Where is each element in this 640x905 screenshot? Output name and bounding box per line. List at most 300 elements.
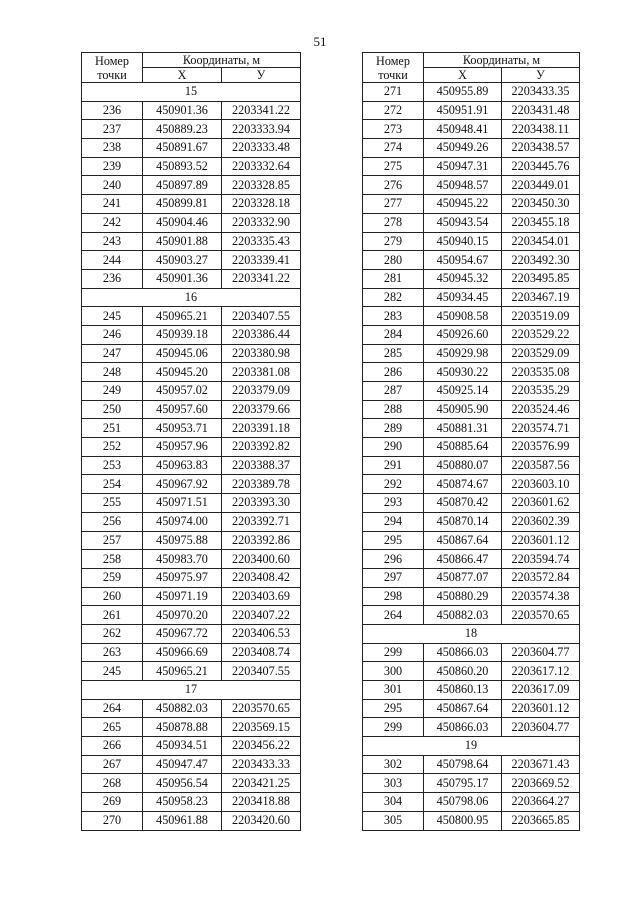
x-coordinate-cell: 450953.71 [143, 419, 222, 438]
point-number-cell: 266 [82, 737, 143, 756]
x-coordinate-cell: 450885.64 [424, 438, 502, 457]
table-row [363, 438, 580, 457]
x-coordinate-cell: 450930.22 [424, 363, 502, 382]
x-coordinate-cell: 450954.67 [424, 251, 502, 270]
y-coordinate-cell: 2203381.08 [222, 363, 301, 382]
y-coordinate-cell: 2203400.60 [222, 550, 301, 569]
x-coordinate-cell: 450925.14 [424, 382, 502, 401]
y-coordinate-cell: 2203380.98 [222, 344, 301, 363]
point-number-cell: 280 [363, 251, 424, 270]
table-row [82, 494, 301, 513]
point-number-cell: 283 [363, 307, 424, 326]
point-number-cell: 299 [363, 643, 424, 662]
table-row [363, 512, 580, 531]
group-row [82, 681, 301, 700]
x-coordinate-cell: 450874.67 [424, 475, 502, 494]
table-row [82, 718, 301, 737]
table-row [82, 213, 301, 232]
y-coordinate-cell: 2203407.22 [222, 606, 301, 625]
y-coordinate-cell: 2203388.37 [222, 456, 301, 475]
table-row [363, 494, 580, 513]
point-number-cell: 286 [363, 363, 424, 382]
x-coordinate-cell: 450870.14 [424, 512, 502, 531]
x-coordinate-cell: 450934.45 [424, 288, 502, 307]
table-row [82, 755, 301, 774]
point-number-cell: 301 [363, 681, 424, 700]
table-row [82, 550, 301, 569]
table-row [82, 419, 301, 438]
table-row [363, 232, 580, 251]
table-row [82, 699, 301, 718]
y-coordinate-cell: 2203407.55 [222, 307, 301, 326]
point-number-cell: 299 [363, 718, 424, 737]
point-number-cell: 268 [82, 774, 143, 793]
table-row [363, 288, 580, 307]
table-row [82, 662, 301, 681]
x-coordinate-cell: 450860.20 [424, 662, 502, 681]
x-coordinate-cell: 450881.31 [424, 419, 502, 438]
y-coordinate-cell: 2203467.19 [502, 288, 580, 307]
table-row [363, 213, 580, 232]
y-coordinate-cell: 2203408.42 [222, 568, 301, 587]
point-number-cell: 270 [82, 811, 143, 830]
table-row [363, 83, 580, 102]
y-coordinate-cell: 2203669.52 [502, 774, 580, 793]
group-number-cell: 17 [82, 681, 301, 700]
point-number-cell: 254 [82, 475, 143, 494]
point-number-cell: 245 [82, 662, 143, 681]
y-coordinate-cell: 2203535.29 [502, 382, 580, 401]
table-row [363, 606, 580, 625]
point-number-cell: 300 [363, 662, 424, 681]
table-row [82, 120, 301, 139]
x-coordinate-cell: 450926.60 [424, 325, 502, 344]
point-number-cell: 256 [82, 512, 143, 531]
point-number-cell: 240 [82, 176, 143, 195]
point-number-cell: 285 [363, 344, 424, 363]
table-row [363, 681, 580, 700]
x-coordinate-cell: 450947.31 [424, 157, 502, 176]
y-coordinate-cell: 2203403.69 [222, 587, 301, 606]
y-coordinate-cell: 2203604.77 [502, 643, 580, 662]
x-coordinate-cell: 450800.95 [424, 811, 502, 830]
group-row [82, 288, 301, 307]
point-number-header: Номер точки [363, 53, 424, 83]
y-coordinate-cell: 2203438.57 [502, 139, 580, 158]
x-coordinate-cell: 450945.20 [143, 363, 222, 382]
coordinates-table-left [81, 52, 301, 831]
group-row [363, 737, 580, 756]
table-row [363, 662, 580, 681]
y-coordinate-cell: 2203524.46 [502, 400, 580, 419]
y-coordinate-cell: 2203406.53 [222, 624, 301, 643]
table-row [82, 344, 301, 363]
x-coordinate-cell: 450955.89 [424, 83, 502, 102]
table-row [363, 400, 580, 419]
x-coordinate-cell: 450860.13 [424, 681, 502, 700]
y-header: У [502, 68, 580, 83]
x-coordinate-cell: 450934.51 [143, 737, 222, 756]
y-coordinate-cell: 2203391.18 [222, 419, 301, 438]
point-number-cell: 294 [363, 512, 424, 531]
point-number-cell: 272 [363, 101, 424, 120]
table-row [363, 643, 580, 662]
y-coordinate-cell: 2203601.12 [502, 531, 580, 550]
table-row [363, 325, 580, 344]
x-coordinate-cell: 450945.06 [143, 344, 222, 363]
y-coordinate-cell: 2203408.74 [222, 643, 301, 662]
y-coordinate-cell: 2203328.85 [222, 176, 301, 195]
table-row [363, 419, 580, 438]
x-coordinate-cell: 450971.51 [143, 494, 222, 513]
y-coordinate-cell: 2203535.08 [502, 363, 580, 382]
table-row [82, 400, 301, 419]
table-row [82, 232, 301, 251]
x-coordinate-cell: 450965.21 [143, 307, 222, 326]
point-number-cell: 262 [82, 624, 143, 643]
table-row [82, 456, 301, 475]
table-row [82, 793, 301, 812]
point-number-cell: 284 [363, 325, 424, 344]
table-row [363, 475, 580, 494]
point-number-cell: 303 [363, 774, 424, 793]
x-coordinate-cell: 450948.57 [424, 176, 502, 195]
table-row [363, 176, 580, 195]
table-row [82, 101, 301, 120]
point-number-cell: 258 [82, 550, 143, 569]
y-coordinate-cell: 2203418.88 [222, 793, 301, 812]
point-number-cell: 238 [82, 139, 143, 158]
y-coordinate-cell: 2203574.71 [502, 419, 580, 438]
point-number-cell: 267 [82, 755, 143, 774]
table-row [82, 269, 301, 288]
y-coordinate-cell: 2203433.33 [222, 755, 301, 774]
page-number: 51 [313, 34, 327, 49]
table-row [82, 382, 301, 401]
table-row [82, 512, 301, 531]
y-coordinate-cell: 2203454.01 [502, 232, 580, 251]
x-coordinate-cell: 450893.52 [143, 157, 222, 176]
table-row [82, 587, 301, 606]
point-number-cell: 261 [82, 606, 143, 625]
table-row [363, 755, 580, 774]
point-number-cell: 274 [363, 139, 424, 158]
x-coordinate-cell: 450899.81 [143, 195, 222, 214]
y-coordinate-cell: 2203574.38 [502, 587, 580, 606]
y-coordinate-cell: 2203594.74 [502, 550, 580, 569]
x-coordinate-cell: 450905.90 [424, 400, 502, 419]
x-coordinate-cell: 450945.32 [424, 269, 502, 288]
y-coordinate-cell: 2203389.78 [222, 475, 301, 494]
group-number-cell: 18 [363, 624, 580, 643]
y-coordinate-cell: 2203601.62 [502, 494, 580, 513]
y-coordinate-cell: 2203328.18 [222, 195, 301, 214]
y-coordinate-cell: 2203433.35 [502, 83, 580, 102]
table-row [363, 587, 580, 606]
table-row [82, 157, 301, 176]
x-coordinate-cell: 450866.47 [424, 550, 502, 569]
y-coordinate-cell: 2203332.90 [222, 213, 301, 232]
y-coordinate-cell: 2203392.82 [222, 438, 301, 457]
point-number-cell: 295 [363, 699, 424, 718]
y-coordinate-cell: 2203392.86 [222, 531, 301, 550]
y-coordinate-cell: 2203341.22 [222, 101, 301, 120]
x-coordinate-cell: 450975.97 [143, 568, 222, 587]
y-coordinate-cell: 2203332.64 [222, 157, 301, 176]
table-row [363, 793, 580, 812]
table-row [82, 438, 301, 457]
group-row [363, 624, 580, 643]
x-coordinate-cell: 450965.21 [143, 662, 222, 681]
table-row [363, 568, 580, 587]
coordinates-header: Координаты, м [143, 53, 301, 68]
x-coordinate-cell: 450970.20 [143, 606, 222, 625]
y-coordinate-cell: 2203339.41 [222, 251, 301, 270]
y-coordinate-cell: 2203335.43 [222, 232, 301, 251]
x-header: X [424, 68, 502, 83]
y-coordinate-cell: 2203445.76 [502, 157, 580, 176]
x-coordinate-cell: 450901.36 [143, 269, 222, 288]
point-number-cell: 264 [363, 606, 424, 625]
point-number-cell: 264 [82, 699, 143, 718]
x-coordinate-cell: 450948.41 [424, 120, 502, 139]
point-number-cell: 304 [363, 793, 424, 812]
table-row [363, 456, 580, 475]
y-coordinate-cell: 2203421.25 [222, 774, 301, 793]
point-number-cell: 265 [82, 718, 143, 737]
point-number-cell: 243 [82, 232, 143, 251]
x-coordinate-cell: 450961.88 [143, 811, 222, 830]
table-row [363, 531, 580, 550]
point-number-cell: 292 [363, 475, 424, 494]
y-coordinate-cell: 2203379.66 [222, 400, 301, 419]
y-coordinate-cell: 2203420.60 [222, 811, 301, 830]
x-header: X [143, 68, 222, 83]
x-coordinate-cell: 450889.23 [143, 120, 222, 139]
table-row [363, 101, 580, 120]
y-coordinate-cell: 2203569.15 [222, 718, 301, 737]
table-row [82, 624, 301, 643]
point-number-cell: 248 [82, 363, 143, 382]
table-row [82, 195, 301, 214]
y-coordinate-cell: 2203333.48 [222, 139, 301, 158]
table-row [363, 139, 580, 158]
point-number-cell: 242 [82, 213, 143, 232]
point-number-cell: 293 [363, 494, 424, 513]
x-coordinate-cell: 450983.70 [143, 550, 222, 569]
point-number-cell: 290 [363, 438, 424, 457]
y-coordinate-cell: 2203671.43 [502, 755, 580, 774]
x-coordinate-cell: 450866.03 [424, 718, 502, 737]
table-row [363, 811, 580, 830]
point-number-cell: 281 [363, 269, 424, 288]
y-coordinate-cell: 2203379.09 [222, 382, 301, 401]
point-number-cell: 273 [363, 120, 424, 139]
y-coordinate-cell: 2203431.48 [502, 101, 580, 120]
y-coordinate-cell: 2203450.30 [502, 195, 580, 214]
x-coordinate-cell: 450877.07 [424, 568, 502, 587]
point-number-cell: 239 [82, 157, 143, 176]
x-coordinate-cell: 450798.06 [424, 793, 502, 812]
group-row [82, 83, 301, 102]
point-number-cell: 271 [363, 83, 424, 102]
x-coordinate-cell: 450880.07 [424, 456, 502, 475]
x-coordinate-cell: 450943.54 [424, 213, 502, 232]
x-coordinate-cell: 450967.92 [143, 475, 222, 494]
y-coordinate-cell: 2203665.85 [502, 811, 580, 830]
y-coordinate-cell: 2203456.22 [222, 737, 301, 756]
table-row [363, 699, 580, 718]
y-coordinate-cell: 2203529.22 [502, 325, 580, 344]
x-coordinate-cell: 450949.26 [424, 139, 502, 158]
point-number-cell: 295 [363, 531, 424, 550]
point-number-cell: 278 [363, 213, 424, 232]
x-coordinate-cell: 450974.00 [143, 512, 222, 531]
point-number-cell: 247 [82, 344, 143, 363]
point-number-cell: 269 [82, 793, 143, 812]
table-row [82, 139, 301, 158]
x-coordinate-cell: 450951.91 [424, 101, 502, 120]
y-coordinate-cell: 2203617.12 [502, 662, 580, 681]
point-number-cell: 288 [363, 400, 424, 419]
y-coordinate-cell: 2203576.99 [502, 438, 580, 457]
x-coordinate-cell: 450940.15 [424, 232, 502, 251]
point-number-cell: 245 [82, 307, 143, 326]
x-coordinate-cell: 450897.89 [143, 176, 222, 195]
table-row [82, 307, 301, 326]
y-coordinate-cell: 2203570.65 [222, 699, 301, 718]
x-coordinate-cell: 450878.88 [143, 718, 222, 737]
point-number-cell: 287 [363, 382, 424, 401]
table-row [363, 269, 580, 288]
table-row [82, 475, 301, 494]
coordinates-header: Координаты, м [424, 53, 580, 68]
point-number-cell: 277 [363, 195, 424, 214]
point-number-cell: 251 [82, 419, 143, 438]
y-coordinate-cell: 2203570.65 [502, 606, 580, 625]
x-coordinate-cell: 450975.88 [143, 531, 222, 550]
point-number-header: Номер точки [82, 53, 143, 83]
group-number-cell: 16 [82, 288, 301, 307]
x-coordinate-cell: 450882.03 [143, 699, 222, 718]
x-coordinate-cell: 450880.29 [424, 587, 502, 606]
x-coordinate-cell: 450947.47 [143, 755, 222, 774]
point-number-cell: 296 [363, 550, 424, 569]
x-coordinate-cell: 450891.67 [143, 139, 222, 158]
y-coordinate-cell: 2203407.55 [222, 662, 301, 681]
table-row [363, 307, 580, 326]
table-row [363, 774, 580, 793]
point-number-cell: 244 [82, 251, 143, 270]
y-coordinate-cell: 2203455.18 [502, 213, 580, 232]
y-coordinate-cell: 2203529.09 [502, 344, 580, 363]
table-row [82, 363, 301, 382]
point-number-cell: 275 [363, 157, 424, 176]
x-coordinate-cell: 450966.69 [143, 643, 222, 662]
table-row [82, 568, 301, 587]
y-coordinate-cell: 2203341.22 [222, 269, 301, 288]
x-coordinate-cell: 450867.64 [424, 699, 502, 718]
table-row [82, 251, 301, 270]
point-number-cell: 237 [82, 120, 143, 139]
x-coordinate-cell: 450904.46 [143, 213, 222, 232]
x-coordinate-cell: 450957.96 [143, 438, 222, 457]
table-row [363, 382, 580, 401]
x-coordinate-cell: 450882.03 [424, 606, 502, 625]
point-number-cell: 255 [82, 494, 143, 513]
point-number-cell: 253 [82, 456, 143, 475]
x-coordinate-cell: 450958.23 [143, 793, 222, 812]
y-coordinate-cell: 2203495.85 [502, 269, 580, 288]
x-coordinate-cell: 450903.27 [143, 251, 222, 270]
y-coordinate-cell: 2203604.77 [502, 718, 580, 737]
point-number-cell: 260 [82, 587, 143, 606]
table-row [363, 251, 580, 270]
y-coordinate-cell: 2203587.56 [502, 456, 580, 475]
table-row [363, 195, 580, 214]
point-number-cell: 263 [82, 643, 143, 662]
table-row [363, 344, 580, 363]
point-number-cell: 282 [363, 288, 424, 307]
table-row [82, 325, 301, 344]
x-coordinate-cell: 450939.18 [143, 325, 222, 344]
point-number-cell: 249 [82, 382, 143, 401]
y-coordinate-cell: 2203601.12 [502, 699, 580, 718]
y-coordinate-cell: 2203392.71 [222, 512, 301, 531]
table-row [82, 811, 301, 830]
y-coordinate-cell: 2203664.27 [502, 793, 580, 812]
y-coordinate-cell: 2203617.09 [502, 681, 580, 700]
table-row [82, 531, 301, 550]
table-row [363, 550, 580, 569]
point-number-cell: 236 [82, 269, 143, 288]
coordinates-table-right [362, 52, 580, 831]
y-coordinate-cell: 2203603.10 [502, 475, 580, 494]
point-number-cell: 257 [82, 531, 143, 550]
x-coordinate-cell: 450929.98 [424, 344, 502, 363]
point-number-cell: 252 [82, 438, 143, 457]
x-coordinate-cell: 450867.64 [424, 531, 502, 550]
table-row [363, 718, 580, 737]
point-number-cell: 241 [82, 195, 143, 214]
x-coordinate-cell: 450866.03 [424, 643, 502, 662]
point-number-cell: 291 [363, 456, 424, 475]
point-number-cell: 297 [363, 568, 424, 587]
y-coordinate-cell: 2203602.39 [502, 512, 580, 531]
y-coordinate-cell: 2203393.30 [222, 494, 301, 513]
x-coordinate-cell: 450901.88 [143, 232, 222, 251]
x-coordinate-cell: 450956.54 [143, 774, 222, 793]
group-number-cell: 15 [82, 83, 301, 102]
table-row [82, 176, 301, 195]
y-coordinate-cell: 2203386.44 [222, 325, 301, 344]
y-coordinate-cell: 2203333.94 [222, 120, 301, 139]
table-row [363, 363, 580, 382]
point-number-cell: 289 [363, 419, 424, 438]
point-number-cell: 298 [363, 587, 424, 606]
y-coordinate-cell: 2203572.84 [502, 568, 580, 587]
point-number-cell: 246 [82, 325, 143, 344]
point-number-cell: 250 [82, 400, 143, 419]
x-coordinate-cell: 450957.02 [143, 382, 222, 401]
y-coordinate-cell: 2203438.11 [502, 120, 580, 139]
point-number-cell: 236 [82, 101, 143, 120]
x-coordinate-cell: 450963.83 [143, 456, 222, 475]
y-coordinate-cell: 2203449.01 [502, 176, 580, 195]
table-row [82, 606, 301, 625]
x-coordinate-cell: 450901.36 [143, 101, 222, 120]
x-coordinate-cell: 450957.60 [143, 400, 222, 419]
